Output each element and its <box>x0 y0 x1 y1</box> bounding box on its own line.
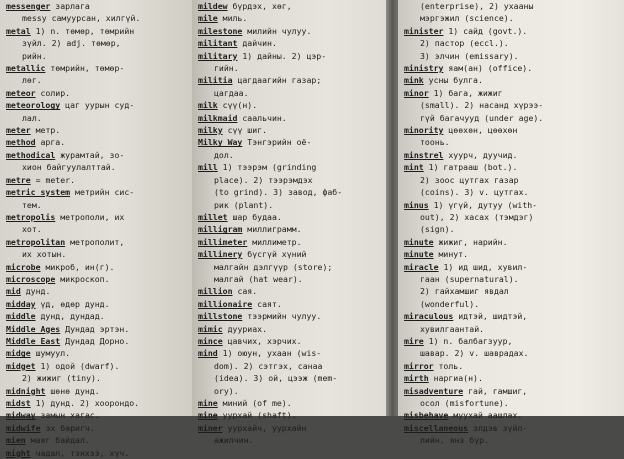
definition: (idea). 3) ой, цээж (mem- <box>214 373 338 384</box>
definition: микроб, ин(г). <box>40 261 115 272</box>
definition: микроскоп. <box>55 273 110 284</box>
definition: рийн. <box>22 50 47 61</box>
dictionary-entry-line <box>6 335 192 347</box>
definition: 1) дунд. 2) хоорондо. <box>30 398 140 408</box>
definition: out), 2) хасах (тэмдэг) <box>420 211 534 222</box>
headword: milk <box>198 100 218 111</box>
definition: эх баригч. <box>40 422 95 433</box>
dictionary-entry-line <box>404 186 624 198</box>
headword: milestone <box>198 25 243 36</box>
headword: mill <box>198 162 218 173</box>
definition: ажилчин. <box>214 435 254 446</box>
definition: муухай аашлах. <box>448 410 523 421</box>
definition: саальчин. <box>237 112 287 123</box>
dictionary-entry-line <box>404 87 624 99</box>
definition: элдэв зүйл- <box>468 422 528 433</box>
headword: metric system <box>6 187 71 198</box>
headword: mince <box>198 335 223 346</box>
dictionary-page-center <box>192 0 388 446</box>
dictionary-entry-line <box>6 124 192 136</box>
headword: metropolis <box>6 211 56 222</box>
dictionary-entry-line <box>404 236 624 248</box>
definition: dom). 2) сэтгэх, санаа <box>214 360 323 371</box>
dictionary-entry-line <box>198 199 388 211</box>
definition: 1) бага, жижиг <box>428 87 503 98</box>
headword: midway <box>6 410 36 421</box>
definition: миль. <box>217 13 248 24</box>
definition: 1) одой (dwarf). <box>35 360 120 371</box>
dictionary-entry-line <box>198 74 388 86</box>
definition: метрополи, их <box>55 211 125 222</box>
definition: цавчих, хэрчих. <box>222 335 302 346</box>
definition: журамтай, зо- <box>55 149 125 160</box>
headword: mid <box>6 286 21 297</box>
dictionary-entry-line <box>6 149 192 161</box>
dictionary-entry-line <box>6 161 192 173</box>
definition: саят. <box>252 298 282 309</box>
definition: (enterprise), 2) ухааны <box>420 1 534 11</box>
dictionary-entry-line <box>198 87 388 99</box>
definition: ory). <box>214 385 239 396</box>
definition: гүй багачууд (under age). <box>420 112 544 123</box>
dictionary-entry-line <box>198 236 388 248</box>
headword: millionaire <box>198 298 253 309</box>
headword: metallic <box>6 63 46 74</box>
dictionary-entry-line <box>6 422 192 434</box>
headword: minus <box>404 199 429 210</box>
headword: microbe <box>6 261 41 272</box>
dictionary-entry-line <box>198 25 388 37</box>
dictionary-entry-line <box>198 136 388 148</box>
dictionary-entry-line <box>6 397 192 409</box>
definition: сүү шиг. <box>222 125 268 136</box>
headword: midday <box>6 298 36 309</box>
headword: Middle East <box>6 335 61 346</box>
headword: method <box>6 137 36 148</box>
dictionary-entry-line <box>6 25 192 37</box>
definition: (to grind). 3) завод, фаб- <box>214 187 343 198</box>
dictionary-entry-line <box>6 37 192 49</box>
dictionary-entry-line <box>404 385 624 397</box>
dictionary-entry-line <box>6 74 192 86</box>
dictionary-entry-line <box>198 323 388 335</box>
definition: шумуул. <box>30 348 71 359</box>
headword: middle <box>6 311 36 322</box>
dictionary-entry-line <box>404 50 624 62</box>
dictionary-entry-line <box>6 323 192 335</box>
definition: зүйл. 2) adj. төмөр, <box>22 38 121 49</box>
dictionary-column-left <box>0 0 192 459</box>
dictionary-page-left <box>0 0 192 458</box>
headword: mildew <box>198 1 228 11</box>
dictionary-entry-line <box>198 385 388 397</box>
dictionary-entry-line <box>6 434 192 446</box>
dictionary-entry-line <box>404 99 624 111</box>
headword: ministry <box>404 63 444 74</box>
dictionary-entry-line <box>198 397 388 409</box>
headword: might <box>6 447 31 458</box>
dictionary-entry-line <box>6 199 192 211</box>
definition: милийн чулуу. <box>242 25 312 36</box>
dictionary-entry-line <box>6 50 192 62</box>
dictionary-entry-line <box>404 37 624 49</box>
dictionary-entry-line <box>198 124 388 136</box>
dictionary-entry-line <box>404 285 624 297</box>
definition: маяг байдал. <box>25 435 90 446</box>
dictionary-entry-line <box>6 62 192 74</box>
definition: 1) n. төмөр, төмрийн <box>30 25 135 36</box>
definition: 2) пастор (eccl.). <box>420 38 509 49</box>
headword: minstrel <box>404 149 444 160</box>
dictionary-entry-line <box>6 174 192 186</box>
definition: тоонь. <box>420 137 450 148</box>
definition: замын хагас. <box>35 410 100 421</box>
dictionary-entry-line <box>198 422 388 434</box>
dictionary-entry-line <box>198 434 388 446</box>
definition: зарлага <box>50 1 90 11</box>
dictionary-entry-line <box>198 161 388 173</box>
definition: (wonderful). <box>420 298 480 309</box>
headword: microscope <box>6 273 56 284</box>
headword: mile <box>198 13 218 24</box>
definition: цагдаагийн газар; <box>232 75 322 86</box>
definition: арга. <box>35 137 66 148</box>
definition: минут. <box>433 249 469 260</box>
dictionary-entry-line <box>198 211 388 223</box>
definition: шавар. 2) v. шаврадах. <box>420 348 529 359</box>
dictionary-entry-line <box>404 74 624 86</box>
definition: хион байгуулалттай. <box>22 162 116 173</box>
dictionary-entry-line <box>404 12 624 24</box>
definition: хувилгаантай. <box>420 323 485 334</box>
dictionary-entry-line <box>6 310 192 322</box>
definition: (sign). <box>420 224 455 235</box>
headword: military <box>198 50 238 61</box>
dictionary-entry-line <box>198 174 388 186</box>
dictionary-entry-line <box>198 347 388 359</box>
dictionary-entry-line <box>404 62 624 74</box>
definition: 1) оюун, ухаан (wis- <box>217 348 322 359</box>
headword: messenger <box>6 1 51 11</box>
dictionary-entry-line <box>6 211 192 223</box>
definition: (coins). 3) v. цутгах. <box>420 187 529 198</box>
definition: малгайн дэлгүүр (store); <box>214 261 333 272</box>
definition: наргиа(н). <box>428 373 483 384</box>
dictionary-entry-line <box>404 136 624 148</box>
dictionary-entry-line <box>6 372 192 384</box>
definition: их хотын. <box>22 249 67 260</box>
dictionary-entry-line <box>198 273 388 285</box>
definition: миллиметр. <box>247 236 302 247</box>
dictionary-entry-line <box>198 261 388 273</box>
definition: 1) ид шид, хувил- <box>438 261 528 272</box>
definition: малгай (hat wear). <box>214 273 303 284</box>
definition: дайчин. <box>237 38 277 49</box>
headword: metal <box>6 25 31 36</box>
dictionary-entry-line <box>6 223 192 235</box>
dictionary-entry-line <box>198 62 388 74</box>
headword: metropolitan <box>6 236 66 247</box>
dictionary-entry-line <box>404 174 624 186</box>
dictionary-entry-line <box>404 273 624 285</box>
definition: уурхайч, уурхайн <box>222 422 307 433</box>
definition: гай, гамшиг, <box>463 385 528 396</box>
definition: гийн. <box>214 63 239 74</box>
headword: midget <box>6 360 36 371</box>
definition: осол (misfortune). <box>420 398 509 408</box>
dictionary-entry-line <box>6 248 192 260</box>
definition: миллиграмм. <box>242 224 302 235</box>
headword: mink <box>404 75 424 86</box>
definition: Дундад эртэн. <box>60 323 130 334</box>
definition: рик (plant). <box>214 199 274 210</box>
headword: minister <box>404 25 444 36</box>
dictionary-entry-line <box>404 211 624 223</box>
definition: 2) гайхамшиг явдал <box>420 286 509 297</box>
definition: бүрдэх, хөг, <box>227 1 292 11</box>
headword: militant <box>198 38 238 49</box>
headword: midnight <box>6 385 46 396</box>
headword: Middle Ages <box>6 323 61 334</box>
dictionary-entry-line <box>404 149 624 161</box>
definition: дол. <box>214 149 234 160</box>
dictionary-entry-line <box>198 335 388 347</box>
dictionary-entry-line <box>404 298 624 310</box>
definition: дунд. <box>20 286 51 297</box>
dictionary-entry-line <box>404 372 624 384</box>
definition: сүү(н). <box>217 100 258 111</box>
dictionary-entry-line <box>6 186 192 198</box>
dictionary-entry-line <box>198 112 388 124</box>
definition: 2) зоос цутгах газар <box>420 174 519 185</box>
dictionary-entry-line <box>404 397 624 409</box>
headword: minor <box>404 87 429 98</box>
headword: mire <box>404 335 424 346</box>
definition: цагдаа. <box>214 87 249 98</box>
headword: mint <box>404 162 424 173</box>
definition: 1) үгүй, дутуу (with- <box>428 199 538 210</box>
dictionary-entry-line <box>6 12 192 24</box>
headword: miner <box>198 422 223 433</box>
dictionary-entry-line <box>198 50 388 62</box>
headword: mine <box>198 398 218 408</box>
headword: miscellaneous <box>404 422 469 433</box>
definition: уурхай (shaft). <box>217 410 297 421</box>
dictionary-entry-line <box>404 323 624 335</box>
dictionary-entry-line <box>404 161 624 173</box>
dictionary-entry-line <box>6 261 192 273</box>
definition: бүсгүй хүний <box>242 249 307 260</box>
definition: цөөхөн, цөөхөн <box>443 125 518 136</box>
dictionary-entry-line <box>404 223 624 235</box>
definition: place). 2) тээрэмдэх <box>214 174 313 185</box>
definition: 1) тээрэм (grinding <box>217 162 317 173</box>
dictionary-entry-line <box>6 99 192 111</box>
dictionary-entry-line <box>404 347 624 359</box>
headword: methodical <box>6 149 56 160</box>
dictionary-entry-line <box>198 360 388 372</box>
definition: сая. <box>232 286 258 297</box>
headword: midge <box>6 348 31 359</box>
definition: солир. <box>35 87 71 98</box>
dictionary-entry-line <box>198 223 388 235</box>
dictionary-entry-line <box>198 0 388 12</box>
headword: mind <box>198 348 218 359</box>
dictionary-entry-line <box>404 25 624 37</box>
headword: meteorology <box>6 100 61 111</box>
definition: 3) элчин (emissary). <box>420 50 519 61</box>
definition: усны булга. <box>423 75 483 86</box>
definition: 1) гатрааш (bot.). <box>423 162 518 173</box>
dictionary-entry-line <box>404 112 624 124</box>
dictionary-entry-line <box>6 87 192 99</box>
definition: идтэй, шидтэй, <box>453 311 528 322</box>
headword: millimeter <box>198 236 248 247</box>
dictionary-column-right <box>398 0 624 447</box>
dictionary-entry-line <box>198 310 388 322</box>
dictionary-entry-line <box>404 360 624 372</box>
headword: midwife <box>6 422 41 433</box>
definition: тээрмийн чулуу. <box>242 311 322 322</box>
headword: millinery <box>198 249 243 260</box>
dictionary-entry-line <box>404 261 624 273</box>
dictionary-entry-line <box>6 273 192 285</box>
dictionary-entry-line <box>404 248 624 260</box>
dictionary-entry-line <box>198 12 388 24</box>
dictionary-column-center <box>192 0 388 447</box>
definition: шөнө дунд. <box>45 385 100 396</box>
dictionary-entry-line <box>6 298 192 310</box>
definition: метрийн сис- <box>70 187 135 198</box>
headword: mirth <box>404 373 429 384</box>
dictionary-entry-line <box>6 236 192 248</box>
headword: miraculous <box>404 311 454 322</box>
dictionary-entry-line <box>198 372 388 384</box>
headword: miracle <box>404 261 439 272</box>
headword: mirror <box>404 360 434 371</box>
dictionary-entry-line <box>404 199 624 211</box>
definition: лал. <box>22 112 42 123</box>
headword: minority <box>404 125 444 136</box>
headword: mien <box>6 435 26 446</box>
dictionary-entry-line <box>198 186 388 198</box>
dictionary-entry-line <box>404 0 624 12</box>
dictionary-entry-line <box>6 285 192 297</box>
definition: төмрийн, төмөр- <box>45 63 125 74</box>
headword: misadventure <box>404 385 464 396</box>
definition: үд, өдөр дунд. <box>35 298 110 309</box>
headword: million <box>198 286 233 297</box>
definition: цаг уурын суд- <box>60 100 135 111</box>
definition: messy самуурсан, хилгүй. <box>22 13 141 24</box>
definition: дууриах. <box>222 323 268 334</box>
dictionary-entry-line <box>404 335 624 347</box>
definition: Тэнгэрийн оё- <box>242 137 312 148</box>
headword: milligram <box>198 224 243 235</box>
dictionary-entry-line <box>404 434 624 446</box>
headword: millstone <box>198 311 243 322</box>
dictionary-entry-line <box>6 409 192 421</box>
definition: хуурч, дуучид. <box>443 149 518 160</box>
dictionary-entry-line <box>198 149 388 161</box>
dictionary-entry-line <box>198 285 388 297</box>
dictionary-entry-line <box>6 447 192 459</box>
headword: militia <box>198 75 233 86</box>
headword: Milky Way <box>198 137 243 148</box>
definition: яам(ан) (office). <box>443 63 533 74</box>
definition: чадал, тэнхээ, хүч. <box>30 447 130 458</box>
dictionary-entry-line <box>198 99 388 111</box>
dictionary-entry-line <box>404 310 624 322</box>
dictionary-entry-line <box>198 409 388 421</box>
headword: meter <box>6 125 31 136</box>
dictionary-entry-line <box>198 248 388 260</box>
definition: шар будаа. <box>227 211 282 222</box>
definition: толь. <box>433 360 464 371</box>
definition: 2) жижиг (tiny). <box>22 373 101 384</box>
dictionary-entry-line <box>6 0 192 12</box>
definition: мэргэжил (science). <box>420 13 514 24</box>
headword: millet <box>198 211 228 222</box>
definition: хот. <box>22 224 42 235</box>
definition: миний (of me). <box>217 398 292 408</box>
definition: тем. <box>22 199 42 210</box>
definition: лөг. <box>22 75 42 86</box>
headword: mine <box>198 410 218 421</box>
headword: minute <box>404 249 434 260</box>
dictionary-entry-line <box>6 136 192 148</box>
headword: milkmaid <box>198 112 238 123</box>
dictionary-entry-line <box>404 422 624 434</box>
definition: гаан (supernatural). <box>420 273 519 284</box>
definition: метр. <box>30 125 61 136</box>
headword: midst <box>6 398 31 408</box>
dictionary-entry-line <box>6 112 192 124</box>
dictionary-entry-line <box>6 385 192 397</box>
dictionary-entry-line <box>198 298 388 310</box>
headword: meteor <box>6 87 36 98</box>
headword: milky <box>198 125 223 136</box>
definition: (small). 2) насанд хүрээ- <box>420 100 544 111</box>
dictionary-entry-line <box>6 360 192 372</box>
dictionary-page-right <box>398 0 624 446</box>
headword: minute <box>404 236 434 247</box>
dictionary-entry-line <box>198 37 388 49</box>
dictionary-entry-line <box>404 124 624 136</box>
definition: 1) сайд (govt.). <box>443 25 528 36</box>
headword: mimic <box>198 323 223 334</box>
definition: дунд, дундад. <box>35 311 105 322</box>
headword: metre <box>6 174 31 185</box>
definition: 1) n. балбагзуур, <box>423 335 513 346</box>
definition: 1) дайны. 2) цэр- <box>237 50 327 61</box>
definition: Дундад Дорно. <box>60 335 130 346</box>
dictionary-entry-line <box>6 347 192 359</box>
dictionary-entry-line <box>404 409 624 421</box>
definition: метрополит, <box>65 236 125 247</box>
definition: = meter. <box>30 174 76 185</box>
definition: жижиг, нарийн. <box>433 236 508 247</box>
definition: лийн, янз бүр. <box>420 435 490 446</box>
headword: misbehave <box>404 410 449 421</box>
